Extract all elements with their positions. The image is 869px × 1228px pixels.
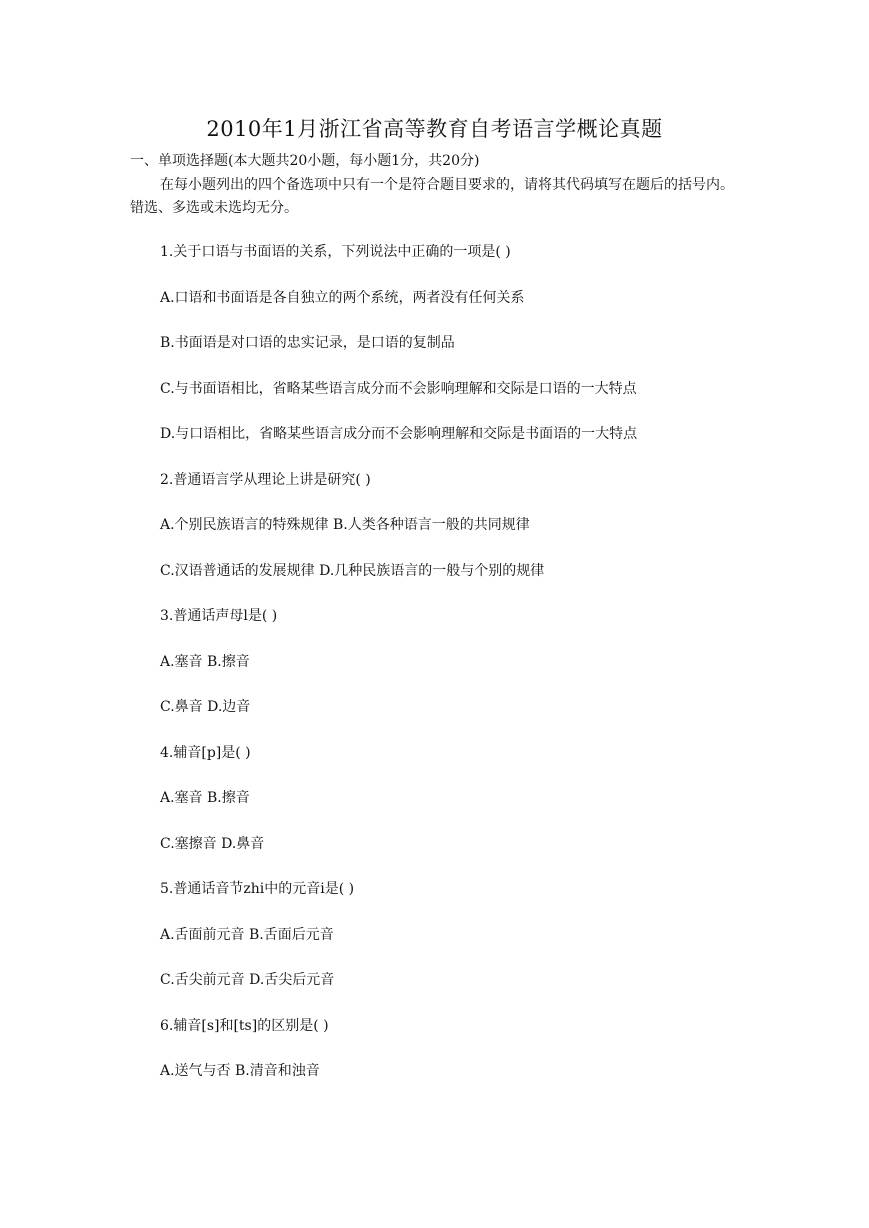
question-1-option-b: B.书面语是对口语的忠实记录，是口语的复制品 xyxy=(160,335,455,351)
instructions-paragraph: 在每小题列出的四个备选项中只有一个是符合题目要求的，请将其代码填写在题后的括号内。错选、多选或未选均无分。 xyxy=(130,177,734,216)
question-5-options-ab: A.舌面前元音 B.舌面后元音 xyxy=(160,926,334,943)
question-5-stem: 5.普通话音节zhi中的元音i是( ) xyxy=(160,881,355,897)
question-6-options-ab: A.送气与否 B.清音和浊音 xyxy=(160,1063,320,1079)
question-4-options-ab: A.塞音 B.擦音 xyxy=(160,790,250,806)
question-3-options-ab: A.塞音 B.擦音 xyxy=(160,653,250,670)
question-4-stem: 4.辅音[p]是( ) xyxy=(160,744,251,761)
question-2-stem: 2.普通语言学从理论上讲是研究( ) xyxy=(160,471,371,488)
question-3-options-cd: C.鼻音 D.边音 xyxy=(160,699,251,715)
question-2-options-cd: C.汉语普通话的发展规律 D.几种民族语言的一般与个别的规律 xyxy=(160,562,545,579)
question-1-option-d: D.与口语相比，省略某些语言成分而不会影响理解和交际是书面语的一大特点 xyxy=(160,426,638,442)
question-2-options-ab: A.个别民族语言的特殊规律 B.人类各种语言一般的共同规律 xyxy=(160,517,530,533)
question-1-option-c: C.与书面语相比，省略某些语言成分而不会影响理解和交际是口语的一大特点 xyxy=(160,380,637,397)
question-3-stem: 3.普通话声母l是( ) xyxy=(160,608,278,624)
question-6-stem: 6.辅音[s]和[ts]的区别是( ) xyxy=(160,1017,329,1034)
question-1-option-a: A.口语和书面语是各自独立的两个系统，两者没有任何关系 xyxy=(160,289,525,306)
question-1-stem: 1.关于口语与书面语的关系，下列说法中正确的一项是( ) xyxy=(160,244,511,260)
question-list xyxy=(160,240,760,1105)
question-5-options-cd: C.舌尖前元音 D.舌尖后元音 xyxy=(160,972,335,988)
page-title: 2010年1月浙江省高等教育自考语言学概论真题 xyxy=(206,117,663,141)
section-heading: 一、单项选择题(本大题共20小题，每小题1分，共20分) xyxy=(130,153,480,169)
question-4-options-cd: C.塞擦音 D.鼻音 xyxy=(160,835,265,852)
